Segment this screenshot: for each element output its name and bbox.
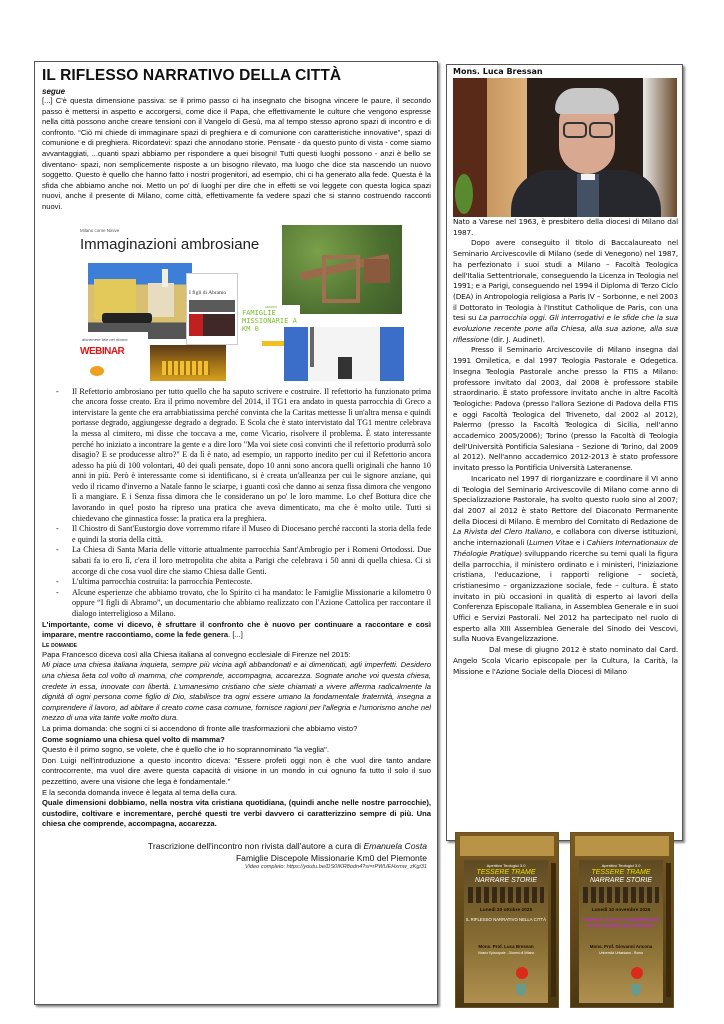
bio-paragraph-5: Dal mese di giugno 2012 è stato nominato dal Card. Angelo Scola Vicario episcopale per la Cultura, la Carità, la Missione e l'Azione Sociale della Diocesi di Milano: [453, 645, 678, 676]
list-item: - Il Refettorio ambrosiano per tutto quello che ha saputo scrivere e costruire. Il refettorio ha funzionato prima che ancora fosse creato. Era il primo novembre del 2014, il TG1 era andato in questa parrocchia di Greco a intervistare la gente che era arrabbiatissima perché convinta che la Caritas mettesse lì un'altra mensa e quindi portasse degrado, aggiungesse degrado a degrado. E Scola che è stato intervistato dal TG1 mentre celebrava la messa al cimitero, mi disse che toccava a me, come Vicario, risolvere il problema. È stato interessante perché ho iniziato a incontrare la gente e a dire loro "Ma voi siete così convinti che il refettorio produrrà solo disagio? E se producesse altro?" E da lì è nato, ad esempio, un rapporto inedito per cui il Refettorio ancora adesso ha più di 100 volontari, 40 dei quali pensate, dopo 10 anni sono ancora quelli originali che hanno 10 anni in più. Però è interessante come si identificano, si è creata un'alleanza per cui le signore anziane, qui vedo il ricamo d'inverno a Natale fanno le sciarpe, i guanti così che danno ai senza fissa dimora che vengono lì a mangiare. E i Senza fissa dimora che le considerano un po' le loro mamme. Lo chef Bottura dice che lavorando in quel posto ha ripreso una pratica che aveva dimenticato, ma che è molto utile. Tutti si chiedevano che ginnastica fosse: la pratica era la preghiera.: [42, 387, 431, 525]
poster-sidebar: [666, 863, 671, 997]
bio-paragraph-1: Nato a Varese nel 1963, è presbitero della diocesi di Milano dal 1987.: [453, 217, 678, 237]
credit-prefix: Trascrizione dell'incontro non rivista dall'autore a cura di: [147, 840, 364, 851]
poster-banner: [575, 836, 669, 856]
bio-p4-text-a: Incaricato nel 1997 di riorganizzare e coordinare il VI anno di Teologia del Seminario Arcivescovile di Milano come anno di Specializzazione Pastorale, ha svolto questo ruolo sino al 2007; dal 2007 al 2012 è stato Rettore del Diaconato Permanente della Diocesi di Milano. È membro del Comitato di Redazione de: [453, 473, 678, 526]
logo-icon: [631, 967, 643, 979]
collage-subtitle: Milano come Ninive: [80, 227, 120, 233]
poster-title-2: NARRARE STORIE: [474, 877, 538, 884]
bio-p4-text-b: , e collabora con diverse istituzioni, anche internazionali (: [453, 527, 678, 548]
credit-org: Famiglie Discepole Missionarie Km0 del Piemonte: [235, 852, 427, 863]
poster-subject: IL RIFLESSO NARRATIVO NELLA CITTÀ: [466, 917, 546, 922]
poster-speaker: Mons. Prof. Giovanni Ancona: [589, 944, 653, 949]
article-title: IL RIFLESSO NARRATIVO DELLA CITTÀ: [42, 67, 342, 84]
bio-paragraph-3: Presso il Seminario Arcivescovile di Milano insegna dal 1991 Omiletica, e dal 1997 Teologia Pastorale e Odegetica. Insegna Teologia Pastorale anche presso la FTIS a Milano: professore invitato dal 2003, dal 2008 è professore stabile straordinario. È stato professore invitato anche in altre Facoltà Teologiche: Padova (presso l'allora Sezione di Padova della FTIS e oggi Facoltà Teologica del Triveneto, dal 2002 al 2012), Palermo (presso la Facoltà Teologica di Sicilia, nell'anno accademico 2005/2006); Torino (presso la Facoltà di Teologia dell'Università Pontificia Salesiana – Sezione di Torino, dal 2009 al 2012). Nell'anno accademico 2012-2013 è stato professore invitato presso la Pontificia Università Lateranense.: [453, 345, 678, 473]
webinar-small-text: discernere tele nel ritorno: [82, 337, 128, 342]
crest-icon: [516, 984, 526, 996]
golden-interior-photo: [150, 345, 226, 381]
list-item: - Alcune esperienze che abbiamo trovato, che lo Spirito ci ha mandato: le Famiglie Missionarie a kilometro 0 oppure “I figli di Abramo”, un documentario che abbiamo realizzato con l'Azione Cattolica per raccontare il dialogo interreligioso a Milano.: [42, 588, 431, 620]
photo-collage: [64, 221, 404, 381]
journal-title: La Rivista del Clero Italiano: [453, 527, 552, 537]
event-poster-2: [570, 832, 674, 1008]
conclusion-paragraph: [42, 620, 431, 641]
poster-sidebar: [551, 863, 556, 997]
bio-box: [446, 64, 683, 841]
section-label: Le domande: [42, 641, 77, 649]
lumen-vitae: Lumen Vitae: [529, 538, 574, 548]
segue-label: segue: [42, 87, 66, 96]
question-2: Quale dimensioni dobbiamo, nella nostra vita cristiana quotidiana, (quindi anche nelle nostre parrocchie), custodire, coltivare e incrementare, perché questi tre verbi davvero ci caratterizzino sempre di più. Una chiesa che comprende, accompagna, accarezza.: [42, 798, 431, 829]
poster-title-1: TESSERE TRAME: [591, 869, 651, 876]
bio-p2-text: Dopo avere conseguito il titolo di Baccalaureato nel Seminario Arcivescovile di Milano (sede di Venegono) nel 1987, ha perfezionato i suoi studi a Milano – Facoltà Teologica dell'Italia Settentrionale, conseguendo la Licenza in Teologia nel 1991; e a Parigi, conseguendo nel 1994 il Diploma di Terzo Ciclo (DEA) in Antropologia religiosa a Paris IV – Sorbonne, e nel 2003 il Dottorato in Teologia à l'Institut Catholique de Paris, con una tesi su: [453, 238, 678, 323]
event-poster-1: [455, 832, 559, 1008]
intro-paragraph: [...] C'è questa dimensione passiva: se il primo passo ci ha insegnato che bisogna vincere le paure, il secondo passo è mettersi in aspetto e accorgersi, come dice il Papa, che effettivamente le culture che vengono espresse nella città possono anche creare tensioni con il Vangelo di Gesù, ma al tempo stesso aprono spazi di incontro e di confronto. “Ciò mi chiede di immaginare spazi di preghiera e di comunione con caratteristiche innovative”, spazi di comunione e di preghiera. Ricordatevi: spazi che annodano storie. Pensate - da questo punto di vista - come siamo avvantaggiati, ...quanti spazi abbiamo per rispondere a quei bisogni! Tutti questi luoghi possono - anzi è bello se diventano- spazi, non semplicemente risposte a un bisogno rilevato, ma luogo che dice sta nascendo un nuovo soggetto. Questo è quello che hanno fatto i nostri progenitori, ad esempio, chi ci ha generato alla fede. Questa è la sfida che abbiamo anche noi. Metto un po' di luoghi per dire che in effetti se voi leggete con questa logica spazi nuovi, anche il presente di Milano, come città, effettivamente fa vedere spazi che si stanno costruendo racconti nuovi.: [42, 96, 431, 211]
conclusion-tail: . [...]: [228, 630, 243, 640]
question-2-intro: E la seconda domanda invece è legata al tema della cura.: [42, 787, 238, 797]
places-list: [42, 387, 431, 620]
credits: [42, 840, 431, 870]
pope-quote: Mi piace una chiesa italiana inquieta, sempre più vicina agli abbandonati e ai dimenticati, agli imperfetti. Desidero una chiesa lieta col volto di mamma, che comprende, accompagna, accarezza. Sognate anche voi questa chiesa, credete in essa, innovate con libertà. L'umanesimo cristiano che siete chiamati a vivere afferma radicalmente la dignità di ogni persona come figlio di Dio, stabilisce tra ogni essere umano la fondamentale fraternità, insegna a comprendere il lavoro, ad abitare il creato come casa comune, fornisce ragioni per l'allegria e l'umorismo anche nel mezzo di una vita tante volte molto dura.: [42, 660, 431, 723]
poster-speaker: Mons. Prof. Luca Bressan: [478, 944, 534, 949]
pentecoste-church-photo: [284, 327, 404, 381]
pope-intro: Papa Francesco diceva così alla Chiesa italiana al convegno ecclesiale di Firenze nel 2015:: [42, 649, 351, 659]
poster-subject: VIVERE IL LUTTO LA RISURREZIONE DI UN LEGAME CHE CONTINUA: [582, 917, 660, 928]
conclusion-bold: L'importante, come vi dicevo, è sfruttare il confronto che è nuovo per continuare a raccontare e così imparare, mentre raccontiamo, come la fede genera: [42, 619, 431, 640]
article-box: [34, 61, 438, 1005]
poster-title-2: NARRARE STORIE: [589, 877, 653, 884]
people-silhouettes: [468, 887, 544, 903]
cahiers-title: Cahiers Internationaux de Théologie Pratique: [453, 538, 678, 558]
poster-speaker-role: Vicario Episcopale - Diocesi di Milano: [477, 951, 535, 955]
poster-body: [579, 860, 663, 1003]
poster-title-1: TESSERE TRAME: [476, 869, 536, 876]
poster-speaker-role: Università Urbaniana - Roma: [599, 951, 643, 955]
question-1-intro: La prima domanda: che sogni ci si accendono di fronte alle trasformazioni che abbiamo visto?: [42, 723, 358, 733]
gruppo-label: GRUPPO: [264, 304, 278, 309]
poster-series: Aperitivo Teologici 3.0: [486, 863, 526, 868]
list-item: - Il Chiostro di Sant'Eustorgio dove vorremmo rifare il Museo di Diocesano perché racconti la storia della fede e quindi la storia della città.: [42, 524, 431, 545]
figli-di-abramo-booklet: [186, 273, 238, 345]
question-1-text-2: Don Luigi nell'introduzione a questo incontro diceva: "Essere profeti oggi non è che vuol dire tanto andare controcorrente, ma vuol dire avere questa capacità di visione in un mondo in cui ognuno fa tutto il solo il suo pezzettino, avere una visione che lega è fondamentale.": [42, 755, 431, 786]
video-link[interactable]: Video completo: https://youtu.be/DS0IKR8odn4?si=rPWUEHxmw_zKgi31: [245, 863, 427, 870]
thesis-title: La parrocchia oggi. Gli interrogativi e le sfide che la sua evoluzione recente pone alla Chiesa, alla sua azione, alla sua riflessione: [453, 313, 679, 344]
people-silhouettes: [583, 887, 659, 903]
bio-paragraph-2: [453, 238, 678, 345]
crest-icon: [631, 984, 641, 996]
booklet-title: I figli di Abramo: [189, 289, 227, 296]
question-1-text-1: Questo è il primo sogno, se volete, che è quello che io ho soprannominato "la veglia".: [42, 745, 329, 755]
list-item: - L'ultima parrocchia costruita: la parrocchia Pentecoste.: [42, 577, 431, 588]
collage-heading: Immaginazioni ambrosiane: [80, 235, 260, 253]
question-1: Come sogniamo una chiesa quel volto di mamma?: [42, 734, 225, 744]
aerial-photo: [282, 225, 402, 314]
credit-name: Emanuela Costa: [363, 840, 427, 851]
poster-body: [464, 860, 548, 1003]
bio-p4-text-c: e i: [573, 538, 587, 548]
poster-date: Lunedì 20 ottobre 2025: [479, 908, 533, 913]
list-item: - La Chiesa di Santa Maria delle vittorie attualmente parrocchia Sant'Ambrogio per i Romeni Ortodossi. Due sabati fa io ero lì, c'era il loro metropolita che abita a Parigi che celebrava i 50 anni di quella chiesa. Ci si accorge di che cosa vuol dire che siamo Chiesa dalle Genti.: [42, 545, 431, 577]
webinar-text: WEBINAR: [80, 345, 125, 357]
portrait-photo: [453, 78, 677, 217]
credit-line: [42, 840, 427, 852]
bio-paragraph-4: [453, 474, 678, 645]
poster-series: Aperitivo Teologici 3.0: [601, 863, 641, 868]
poster-banner: [460, 836, 554, 856]
logo-icon: [516, 967, 528, 979]
poster-date: Lunedì 10 novembre 2025: [591, 908, 651, 913]
webinar-graphic: [76, 332, 148, 382]
church-photo: [88, 263, 192, 339]
bio-p4-text-d: ) sviluppando ricerche su temi quali la figura della parrocchia, il ministero ordinato e i ministeri, l'iniziazione cristiana, l'educazione, i rapporti religione – società, cristianesimo – organizzazione sociale, fede – cultura. È stato invitato in più occasioni in qualità di esperto ai lavori della Conferenza Episcopale Italiana, in Assemblea Generale e in suoi Uffici e Servizi Pastorali. Nel 2012 ha partecipato nel ruolo di esperto alla XIII Assemblea Generale del Sinodo dei Vescovi, sulla Nuova Evangelizzazione.: [453, 548, 678, 644]
bio-p2-tail: (dir. J. Audinet).: [488, 334, 545, 344]
famiglie-text: FAMIGLIE MISSIONARIE A KM 0: [242, 308, 297, 333]
bio-name: Mons. Luca Bressan: [453, 67, 543, 76]
